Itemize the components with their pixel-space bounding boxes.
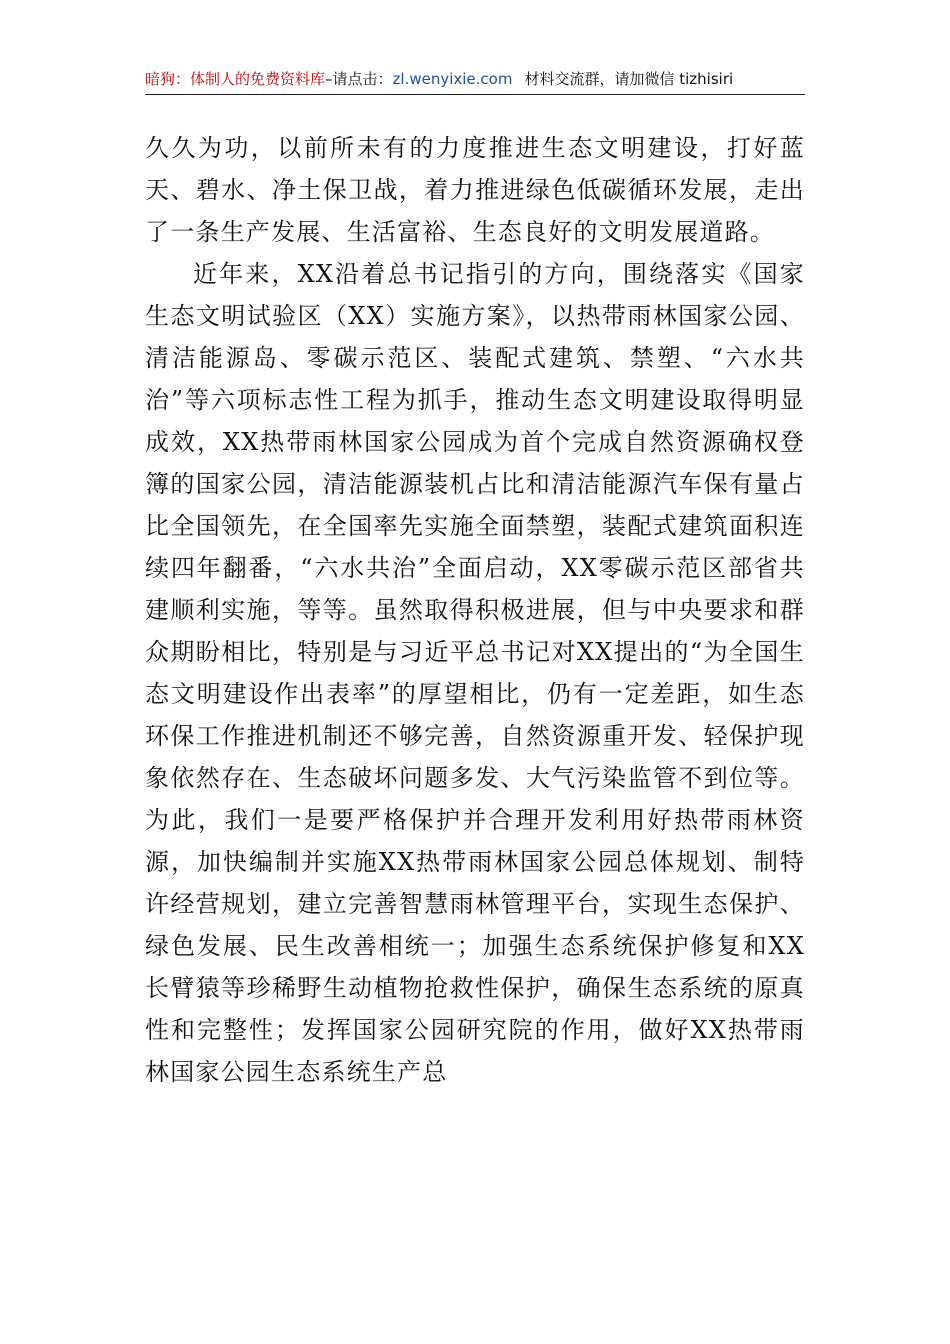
paragraph-main: 近年来，XX沿着总书记指引的方向，围绕落实《国家生态文明试验区（XX）实施方案》，以热带雨林国家公园、清洁能源岛、零碳示范区、装配式建筑、禁塑、“六水共治”等六项标志性工程为抓手，推动生态文明建设取得明显成效，XX热带雨林国家公园成为首个完成自然资源确权登簿的国家公园，清洁能源装机占比和清洁能源汽车保有量占比全国领先，在全国率先实施全面禁塑，装配式建筑面积连续四年翻番，“六水共治”全面启动，XX零碳示范区部省共建顺利实施，等等。虽然取得积极进展，但与中央要求和群众期盼相比，特别是与习近平总书记对XX提出的“为全国生态文明建设作出表率”的厚望相比，仍有一定差距，如生态环保工作推进机制还不够完善，自然资源重开发、轻保护现象依然存在、生态破坏问题多发、大气污染监管不到位等。为此，我们一是要严格保护并合理开发利用好热带雨林资源，加快编制并实施XX热带雨林国家公园总体规划、制特许经营规划，建立完善智慧雨林管理平台，实现生态保护、绿色发展、民生改善相统一；加强生态系统保护修复和XX长臂猿等珍稀野生动植物抢救性保护，确保生态系统的原真性和完整性；发挥国家公园研究院的作用，做好XX热带雨林国家公园生态系统生产总: [145, 260, 805, 1086]
header-url-link[interactable]: zl.wenyixie.com: [392, 70, 513, 88]
header-brand: 暗狗：体制人的免费资料库: [145, 70, 326, 88]
document-body: [145, 127, 805, 1093]
paragraph-continued: 久久为功，以前所未有的力度推进生态文明建设，打好蓝天、碧水、净土保卫战，着力推进绿色低碳循环发展，走出了一条生产发展、生活富裕、生态良好的文明发展道路。: [145, 134, 805, 246]
page-header: [145, 64, 805, 95]
header-click-prompt: –请点击：: [325, 70, 393, 88]
header-contact: 材料交流群，请加微信 tizhisiri: [524, 70, 734, 88]
